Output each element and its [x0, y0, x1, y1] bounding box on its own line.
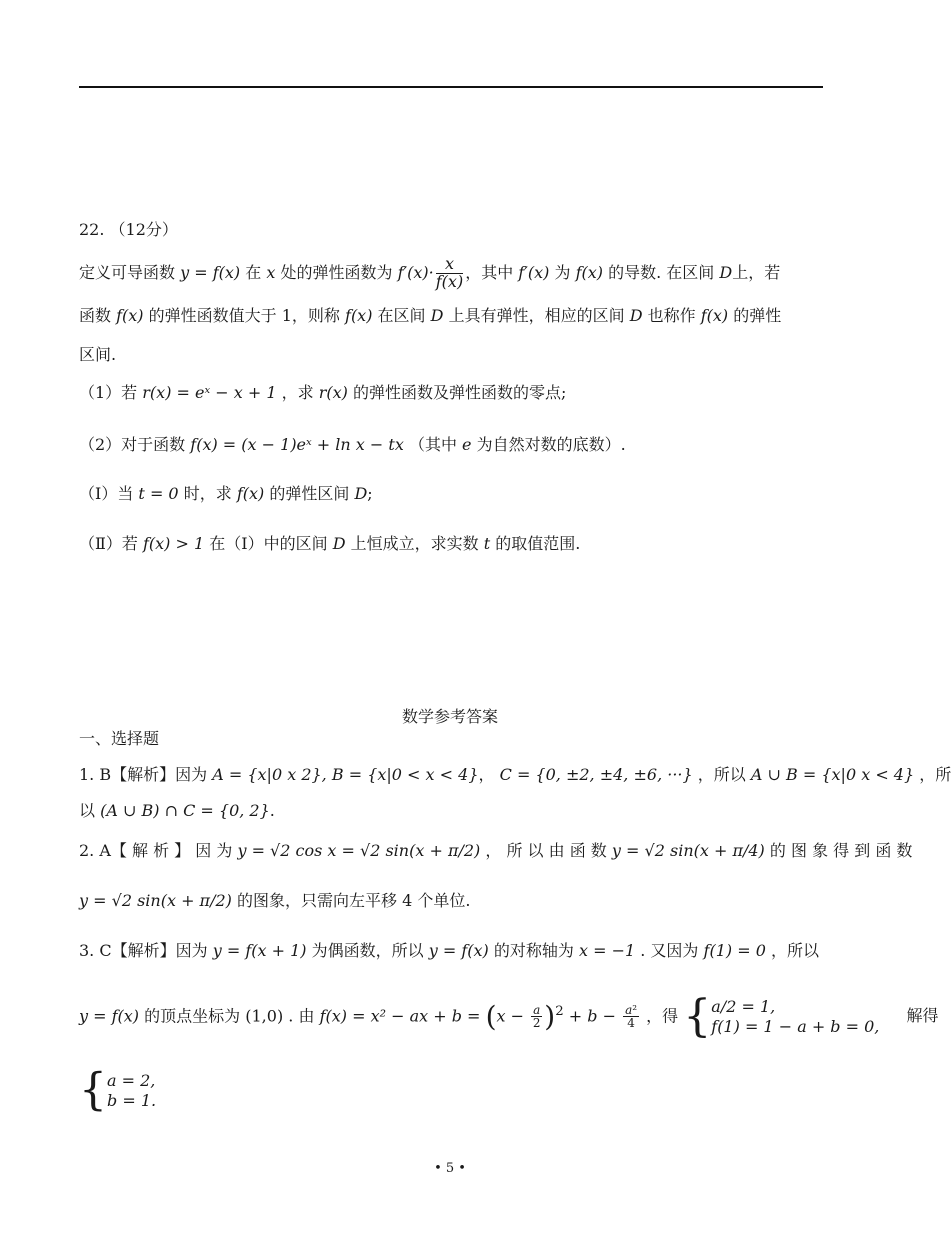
system-brace-2: { [79, 1064, 107, 1116]
answer-2-line-1: 2. A【 解 析 】 因 为 y = √2 cos x = √2 sin(x + π/2) ， 所 以 由 函 数 y = √2 sin(x + π/4) 的 图 象 得 到 函 数 [79, 841, 913, 860]
answer-1-line-1: 1. B【解析】因为 A = {x|0 x 2}, B = {x|0 < x < 4}， C = {0, ±2, ±4, ±6, ···} ，所以 A ∪ B = {x|0 x < 4} ，所 [79, 765, 951, 784]
equation-system-2: a = 2, b = 1. [107, 1070, 157, 1110]
part-2: （2）对于函数 f(x) = (x − 1)eˣ + ln x − tx （其中 e 为自然对数的底数）. [79, 435, 626, 454]
elasticity-fraction: $\frac{x}{f(x)}$ [435, 254, 464, 291]
answers-title: 数学参考答案 [401, 707, 498, 726]
equation-system-1: a/2 = 1, f(1) = 1 − a + b = 0, [711, 996, 880, 1036]
section-heading: 一、选择题 [79, 729, 160, 748]
answer-1-line-2: 以 (A ∪ B) ∩ C = {0, 2}. [79, 801, 275, 820]
answer-3-line-3 [79, 1064, 157, 1116]
question-line-3: 区间. [79, 345, 117, 364]
system-brace: { [683, 990, 712, 1042]
question-line-2: 函数 f(x) 的弹性函数值大于 1，则称 f(x) 在区间 D 上具有弹性，相应的区间 D 也称作 f(x) 的弹性 [79, 306, 782, 325]
question-number: 22. （12分） [79, 220, 178, 239]
answer-3-line-2: y = f(x) 的顶点坐标为 (1,0) . 由 f(x) = x² − ax + b = (x − $\frac{a}{2}$ )$^2$ + b − $\frac{\text{a²}}{4}$ ，得 { a/2 = 1, f(1) = 1 − a + b = 0, 解得 [79, 990, 939, 1042]
part-I: （Ⅰ）当 t = 0 时，求 f(x) 的弹性区间 D; [79, 484, 373, 503]
answer-2-line-2: y = √2 sin(x + π/2) 的图象，只需向左平移 4 个单位. [79, 891, 471, 910]
part-II: （Ⅱ）若 f(x) > 1 在（Ⅰ）中的区间 D 上恒成立，求实数 t 的取值范围. [79, 534, 581, 553]
part-1: （1）若 r(x) = eˣ − x + 1 ，求 r(x) 的弹性函数及弹性函数的零点; [79, 383, 567, 402]
header-rule [79, 86, 823, 88]
answer-3-line-1: 3. C【解析】因为 y = f(x + 1) 为偶函数，所以 y = f(x) 的对称轴为 x = −1 . 又因为 f(1) = 0 ，所以 [79, 941, 819, 960]
page-number: • 5 • [434, 1161, 466, 1176]
question-intro-line: 定义可导函数 y = f(x) 在 x 处的弹性函数为 f′(x)· $\frac{x}{f(x)}$ ，其中 f′(x) 为 f(x) 的导数. 在区间 D上，若 [79, 254, 781, 291]
